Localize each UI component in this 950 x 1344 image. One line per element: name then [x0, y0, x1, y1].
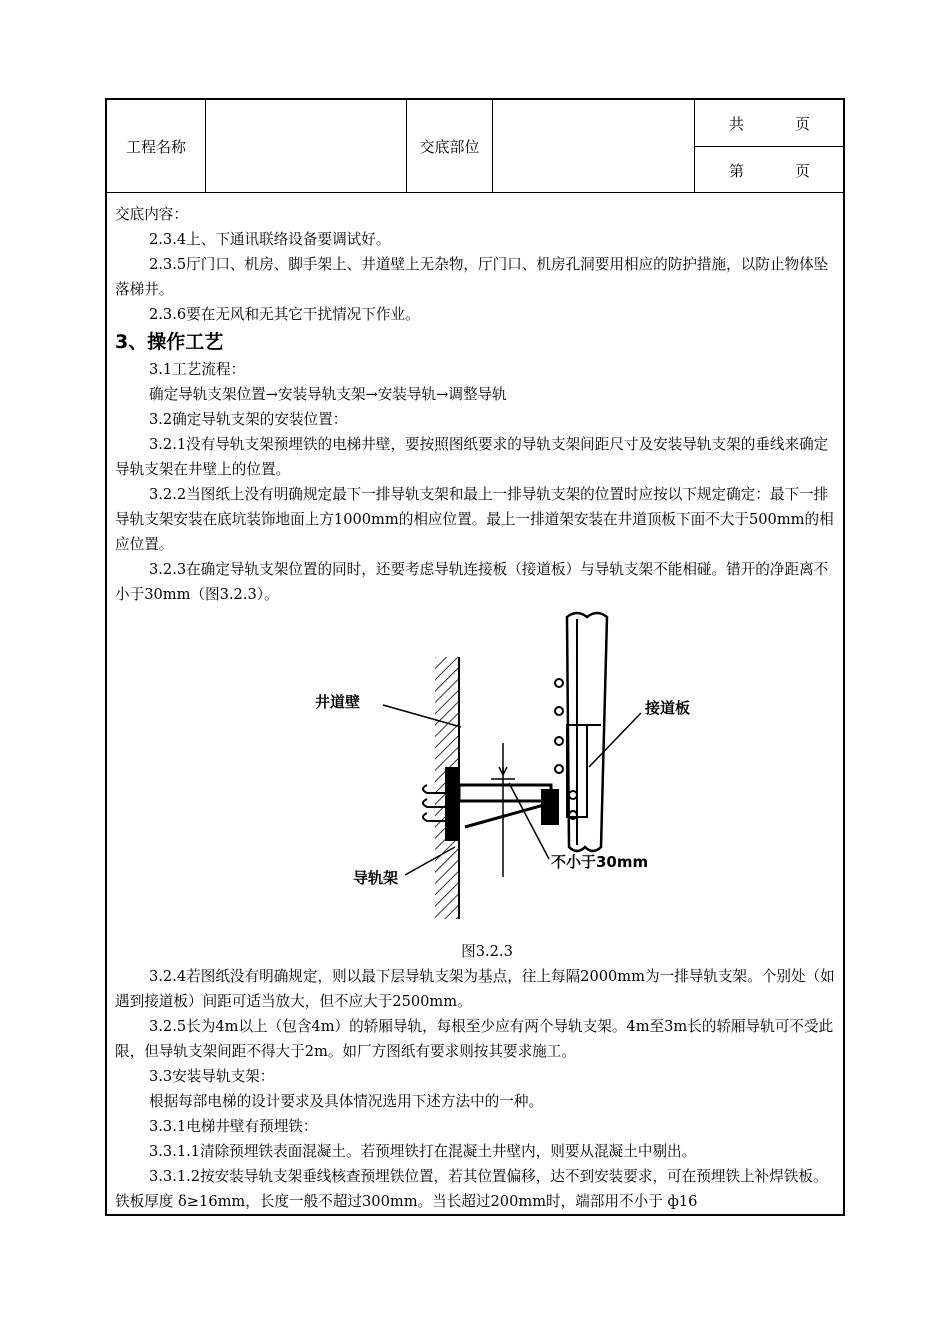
document-frame [105, 98, 845, 1216]
content-body [115, 202, 839, 1214]
total-pages-label: 共 [729, 114, 745, 133]
total-pages-unit: 页 [795, 114, 811, 133]
header-table [107, 100, 843, 193]
label-distance: 不小于30mm [551, 853, 649, 871]
section-title: 3、操作工艺 [115, 331, 224, 353]
paragraph: 3.2.2当图纸上没有明确规定最下一排导轨支架和最上一排导轨支架的位置时应按以下规定确定：最下一排导轨支架安装在底坑装饰地面上方1000mm的相应位置。最上一排道架安装在井道顶板下面不大于500mm的相应位置。 [115, 486, 834, 553]
content-heading: 交底内容： [115, 206, 188, 223]
paragraph: 根据每部电梯的设计要求及具体情况选用下述方法中的一种。 [149, 1093, 544, 1110]
paragraph: 3.2确定导轨支架的安装位置： [149, 411, 348, 428]
label-bracket: 导轨架 [353, 869, 399, 887]
paragraph: 3.3.1电梯井壁有预埋铁： [149, 1118, 318, 1135]
paragraph: 3.3.1.2按安装导轨支架垂线核查预埋铁位置，若其位置偏移，达不到安装要求，可在预埋铁上补焊铁板。铁板厚度 δ≥16mm，长度一般不超过300mm。当长超过200mm时，端部用不小于 ф16 [115, 1168, 828, 1210]
paragraph: 2.3.4上、下通讯联络设备要调试好。 [149, 231, 391, 248]
project-name-value [206, 100, 406, 192]
figure-rail-bracket [115, 607, 839, 939]
paragraph: 3.3安装导轨支架： [149, 1068, 275, 1085]
total-pages-cell [695, 100, 843, 146]
paragraph: 2.3.5厅门口、机房、脚手架上、井道壁上无杂物，厅门口、机房孔洞要用相应的防护措施，以防止物体坠落梯井。 [115, 256, 829, 298]
project-name-label: 工程名称 [125, 137, 186, 156]
paragraph: 3.1工艺流程： [149, 361, 246, 378]
page-number-unit: 页 [795, 161, 811, 180]
paragraph: 3.2.4若图纸没有明确规定，则以最下层导轨支架为基点，往上每隔2000mm为一排导轨支架。个别处（如遇到接道板）间距可适当放大，但不应大于2500mm。 [115, 968, 835, 1010]
figure-caption: 图3.2.3 [461, 943, 513, 960]
location-value [493, 100, 694, 192]
page-number-label: 第 [729, 161, 745, 180]
paragraph: 3.3.1.1清除预埋铁表面混凝土。若预埋铁打在混凝土井壁内，则要从混凝土中剔出。 [149, 1143, 697, 1160]
location-label: 交底部位 [419, 137, 480, 156]
label-wall: 井道壁 [315, 693, 361, 711]
paragraph: 3.2.5长为4m以上（包含4m）的轿厢导轨，每根至少应有两个导轨支架。4m至3m长的轿厢导轨可不受此限，但导轨支架间距不得大于2m。如厂方图纸有要求则按其要求施工。 [115, 1018, 834, 1060]
rail-bracket [459, 785, 551, 801]
paragraph: 确定导轨支架位置→安装导轨支架→安装导轨→调整导轨 [149, 386, 507, 403]
rail-bracket-diagram [315, 607, 695, 927]
anchor-plate [445, 767, 459, 841]
page-number-cell [695, 147, 843, 193]
label-plate: 接道板 [645, 699, 691, 717]
paragraph: 3.2.1没有导轨支架预埋铁的电梯井壁，要按照图纸要求的导轨支架间距尺寸及安装导轨支架的垂线来确定导轨支架在井壁上的位置。 [115, 436, 829, 478]
paragraph: 3.2.3在确定导轨支架位置的同时，还要考虑导轨连接板（接道板）与导轨支架不能相碰。错开的净距离不小于30mm（图3.2.3）。 [115, 561, 829, 603]
paragraph: 2.3.6要在无风和无其它干扰情况下作业。 [149, 306, 420, 323]
